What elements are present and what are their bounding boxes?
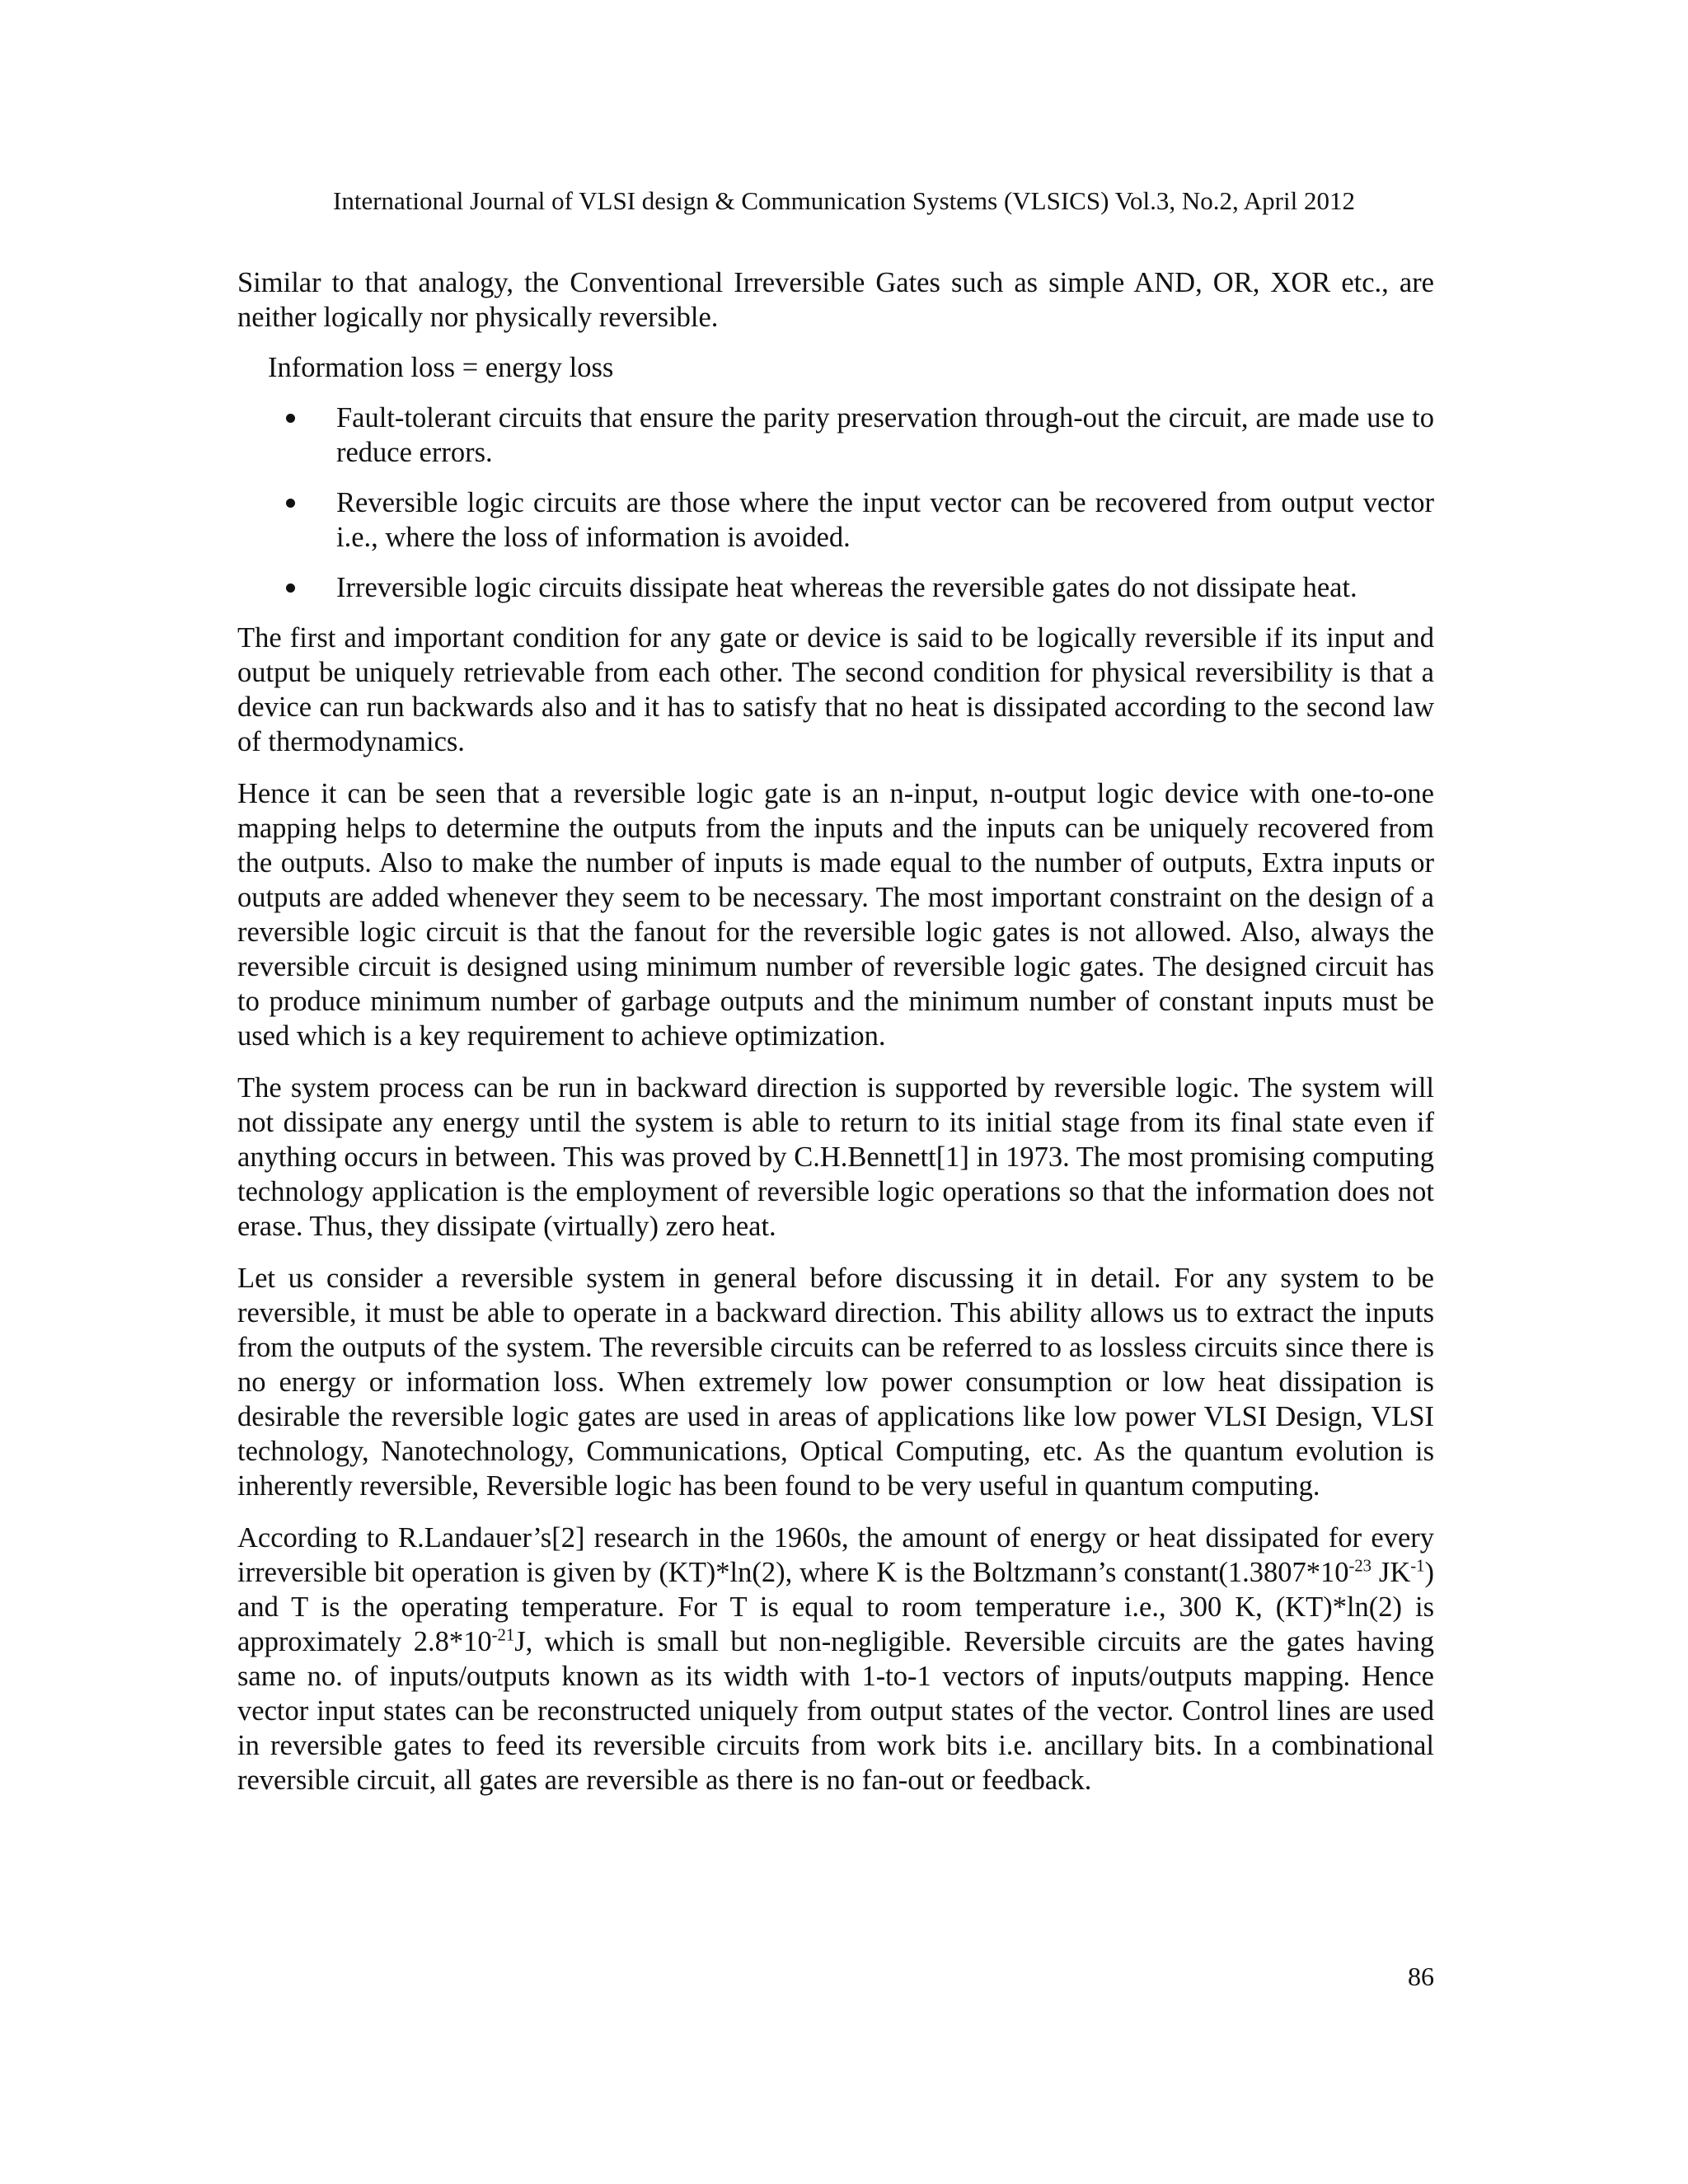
bullet-text: Irreversible logic circuits dissipate heat whereas the reversible gates do not dissipate heat. [336, 572, 1357, 603]
landauer-text-1: According to R.Landauer’s[2] research in the 1960s, the amount of energy or heat dissipated for every irreversible bit operation is given by (KT)*ln(2), where K is the Boltzmann’s constant(1.3807*10 [237, 1522, 1434, 1588]
landauer-text-4: J, which is small but non-negligible. Reversible circuits are the gates having same no. of inputs/outputs known as its width with 1-to-1 vectors of inputs/outputs mapping. Hence vector input states can be reconstructed uniquely from output states of the vector. Control lines are used in reversible gates to feed its reversible circuits from work bits i.e. ancillary bits. In a combinational reversible circuit, all gates are reversible as there is no fan-out or feedback. [237, 1626, 1434, 1796]
paragraph-landauer [237, 1521, 1434, 1797]
bullet-text: Reversible logic circuits are those where the input vector can be recovered from output vector i.e., where the loss of information is avoided. [336, 487, 1434, 553]
landauer-text-2: JK [1372, 1557, 1411, 1588]
bullet-icon [286, 583, 295, 593]
paragraph-conditions: The first and important condition for any gate or device is said to be logically reversible if its input and output be uniquely retrievable from each other. The second condition for physical reversibility is that a device can run backwards also and it has to satisfy that no heat is dissipated according to the second law of thermodynamics. [237, 622, 1434, 757]
paragraph-general: Let us consider a reversible system in general before discussing it in detail. For any system to be reversible, it must be able to operate in a backward direction. This ability allows us to extract the inputs from the outputs of the system. The reversible circuits can be referred to as lossless circuits since there is no energy or information loss. When extremely low power consumption or low heat dissipation is desirable the reversible logic gates are used in areas of applications like low power VLSI Design, VLSI technology, Nanotechnology, Communications, Optical Computing, etc. As the quantum evolution is inherently reversible, Reversible logic has been found to be very useful in quantum computing. [237, 1263, 1434, 1502]
landauer-text-3: ) and T is the operating temperature. For T is equal to room temperature i.e., 300 K, (KT)*ln(2) is approximately 2.8*10 [237, 1557, 1435, 1657]
bullet-item [237, 570, 1434, 605]
bullet-icon [286, 414, 295, 423]
landauer-exponent-2: -1 [1410, 1557, 1425, 1576]
landauer-exponent-1: -23 [1348, 1557, 1372, 1576]
equation-line: Information loss = energy loss [268, 352, 614, 383]
bullet-text: Fault-tolerant circuits that ensure the parity preservation through-out the circuit, are made use to reduce errors. [336, 402, 1434, 468]
paragraph-intro: Similar to that analogy, the Conventional Irreversible Gates such as simple AND, OR, XOR etc., are neither logically nor physically reversible. [237, 267, 1434, 333]
bullet-item [237, 401, 1434, 470]
running-header: International Journal of VLSI design & Communication Systems (VLSICS) Vol.3, No.2, April 2012 [333, 186, 1355, 215]
paragraph-backward: The system process can be run in backward direction is supported by reversible logic. The system will not dissipate any energy until the system is able to return to its initial stage from its final state even if anything occurs in between. This was proved by C.H.Bennett[1] in 1973. The most promising computing technology application is the employment of reversible logic operations so that the information does not erase. Thus, they dissipate (virtually) zero heat. [237, 1072, 1434, 1242]
body-text [237, 265, 1434, 1815]
bullet-item [237, 485, 1434, 555]
bullet-icon [286, 499, 295, 508]
paragraph-mapping: Hence it can be seen that a reversible logic gate is an n-input, n-output logic device with one-to-one mapping helps to determine the outputs from the inputs and the inputs can be uniquely recovered from the outputs. Also to make the number of inputs is made equal to the number of outputs, Extra inputs or outputs are added whenever they seem to be necessary. The most important constraint on the design of a reversible logic circuit is that the fanout for the reversible logic gates is not allowed. Also, always the reversible circuit is designed using minimum number of reversible logic gates. The designed circuit has to produce minimum number of garbage outputs and the minimum number of constant inputs must be used which is a key requirement to achieve optimization. [237, 778, 1434, 1052]
bullet-list [237, 401, 1434, 605]
landauer-exponent-3: -21 [491, 1626, 515, 1645]
page-number: 86 [1408, 1961, 1434, 1991]
